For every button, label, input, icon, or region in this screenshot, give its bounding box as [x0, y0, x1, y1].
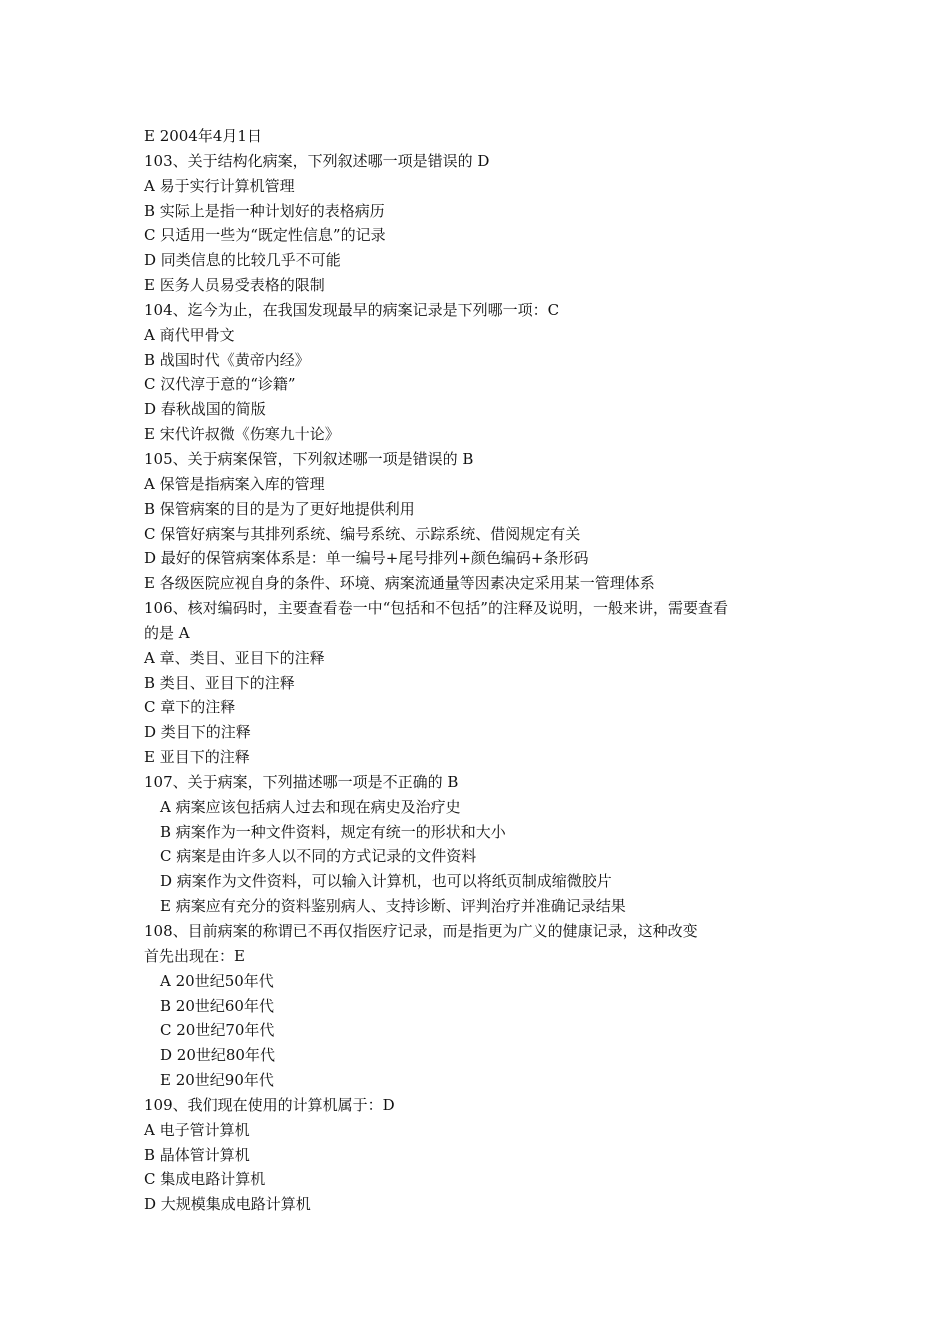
question-line: 首先出现在：E [144, 946, 245, 965]
option-line: A 保管是指病案入库的管理 [144, 474, 325, 493]
option-line: D 类目下的注释 [144, 723, 251, 742]
option-line: B 20世纪60年代 [160, 996, 274, 1015]
option-line: A 病案应该包括病人过去和现在病史及治疗史 [160, 797, 461, 816]
option-line: D 最好的保管病案体系是：单一编号+尾号排列+颜色编码+条形码 [144, 549, 589, 568]
option-line: B 保管病案的目的是为了更好地提供利用 [144, 499, 415, 518]
question-line: 103、关于结构化病案，下列叙述哪一项是错误的 D [144, 151, 490, 170]
option-line: A 易于实行计算机管理 [144, 176, 295, 195]
question-line: 109、我们现在使用的计算机属于：D [144, 1095, 395, 1114]
option-line: D 同类信息的比较几乎不可能 [144, 251, 341, 270]
question-line: 108、目前病案的称谓已不再仅指医疗记录，而是指更为广义的健康记录，这种改变 [144, 922, 698, 940]
option-line: B 晶体管计算机 [144, 1145, 250, 1164]
option-line: A 章、类目、亚目下的注释 [144, 648, 325, 667]
option-line: D 病案作为文件资料，可以输入计算机，也可以将纸页制成缩微胶片 [160, 872, 612, 891]
option-line: E 各级医院应视自身的条件、环境、病案流通量等因素决定采用某一管理体系 [144, 574, 655, 593]
question-line: 104、迄今为止，在我国发现最早的病案记录是下列哪一项：C [144, 300, 560, 319]
option-line: B 类目、亚目下的注释 [144, 673, 295, 692]
option-line: C 集成电路计算机 [144, 1170, 266, 1189]
option-line: E 医务人员易受表格的限制 [144, 276, 325, 295]
option-line: E 20世纪90年代 [160, 1071, 274, 1090]
option-line: E 宋代许叔微《伤寒九十论》 [144, 425, 340, 444]
option-line: C 保管好病案与其排列系统、编号系统、示踪系统、借阅规定有关 [144, 524, 581, 543]
option-line: A 商代甲骨文 [144, 325, 235, 344]
option-line: D 春秋战国的简版 [144, 400, 266, 419]
option-line: D 20世纪80年代 [160, 1046, 275, 1065]
option-line: C 汉代淳于意的“诊籍” [144, 375, 296, 394]
option-line: B 战国时代《黄帝内经》 [144, 350, 310, 369]
option-line: D 大规模集成电路计算机 [144, 1195, 311, 1214]
option-line: C 章下的注释 [144, 698, 236, 717]
option-line: C 只适用一些为“既定性信息”的记录 [144, 226, 386, 245]
text-line: E 2004年4月1日 [144, 127, 262, 145]
option-line: A 电子管计算机 [144, 1120, 250, 1139]
question-line: 107、关于病案，下列描述哪一项是不正确的 B [144, 772, 459, 791]
question-line: 105、关于病案保管，下列叙述哪一项是错误的 B [144, 449, 474, 468]
option-line: C 病案是由许多人以不同的方式记录的文件资料 [160, 847, 477, 866]
question-line: 106、核对编码时，主要查看卷一中“包括和不包括”的注释及说明，一般来讲，需要查看 [144, 599, 728, 618]
option-line: B 实际上是指一种计划好的表格病历 [144, 201, 385, 220]
option-line: E 亚目下的注释 [144, 748, 250, 767]
option-line: C 20世纪70年代 [160, 1021, 275, 1040]
question-line: 的是 A [144, 623, 190, 642]
option-line: A 20世纪50年代 [160, 971, 274, 990]
option-line: E 病案应有充分的资料鉴别病人、支持诊断、评判治疗并准确记录结果 [160, 897, 626, 916]
document-page [144, 124, 824, 1217]
option-line: B 病案作为一种文件资料，规定有统一的形状和大小 [160, 822, 506, 841]
